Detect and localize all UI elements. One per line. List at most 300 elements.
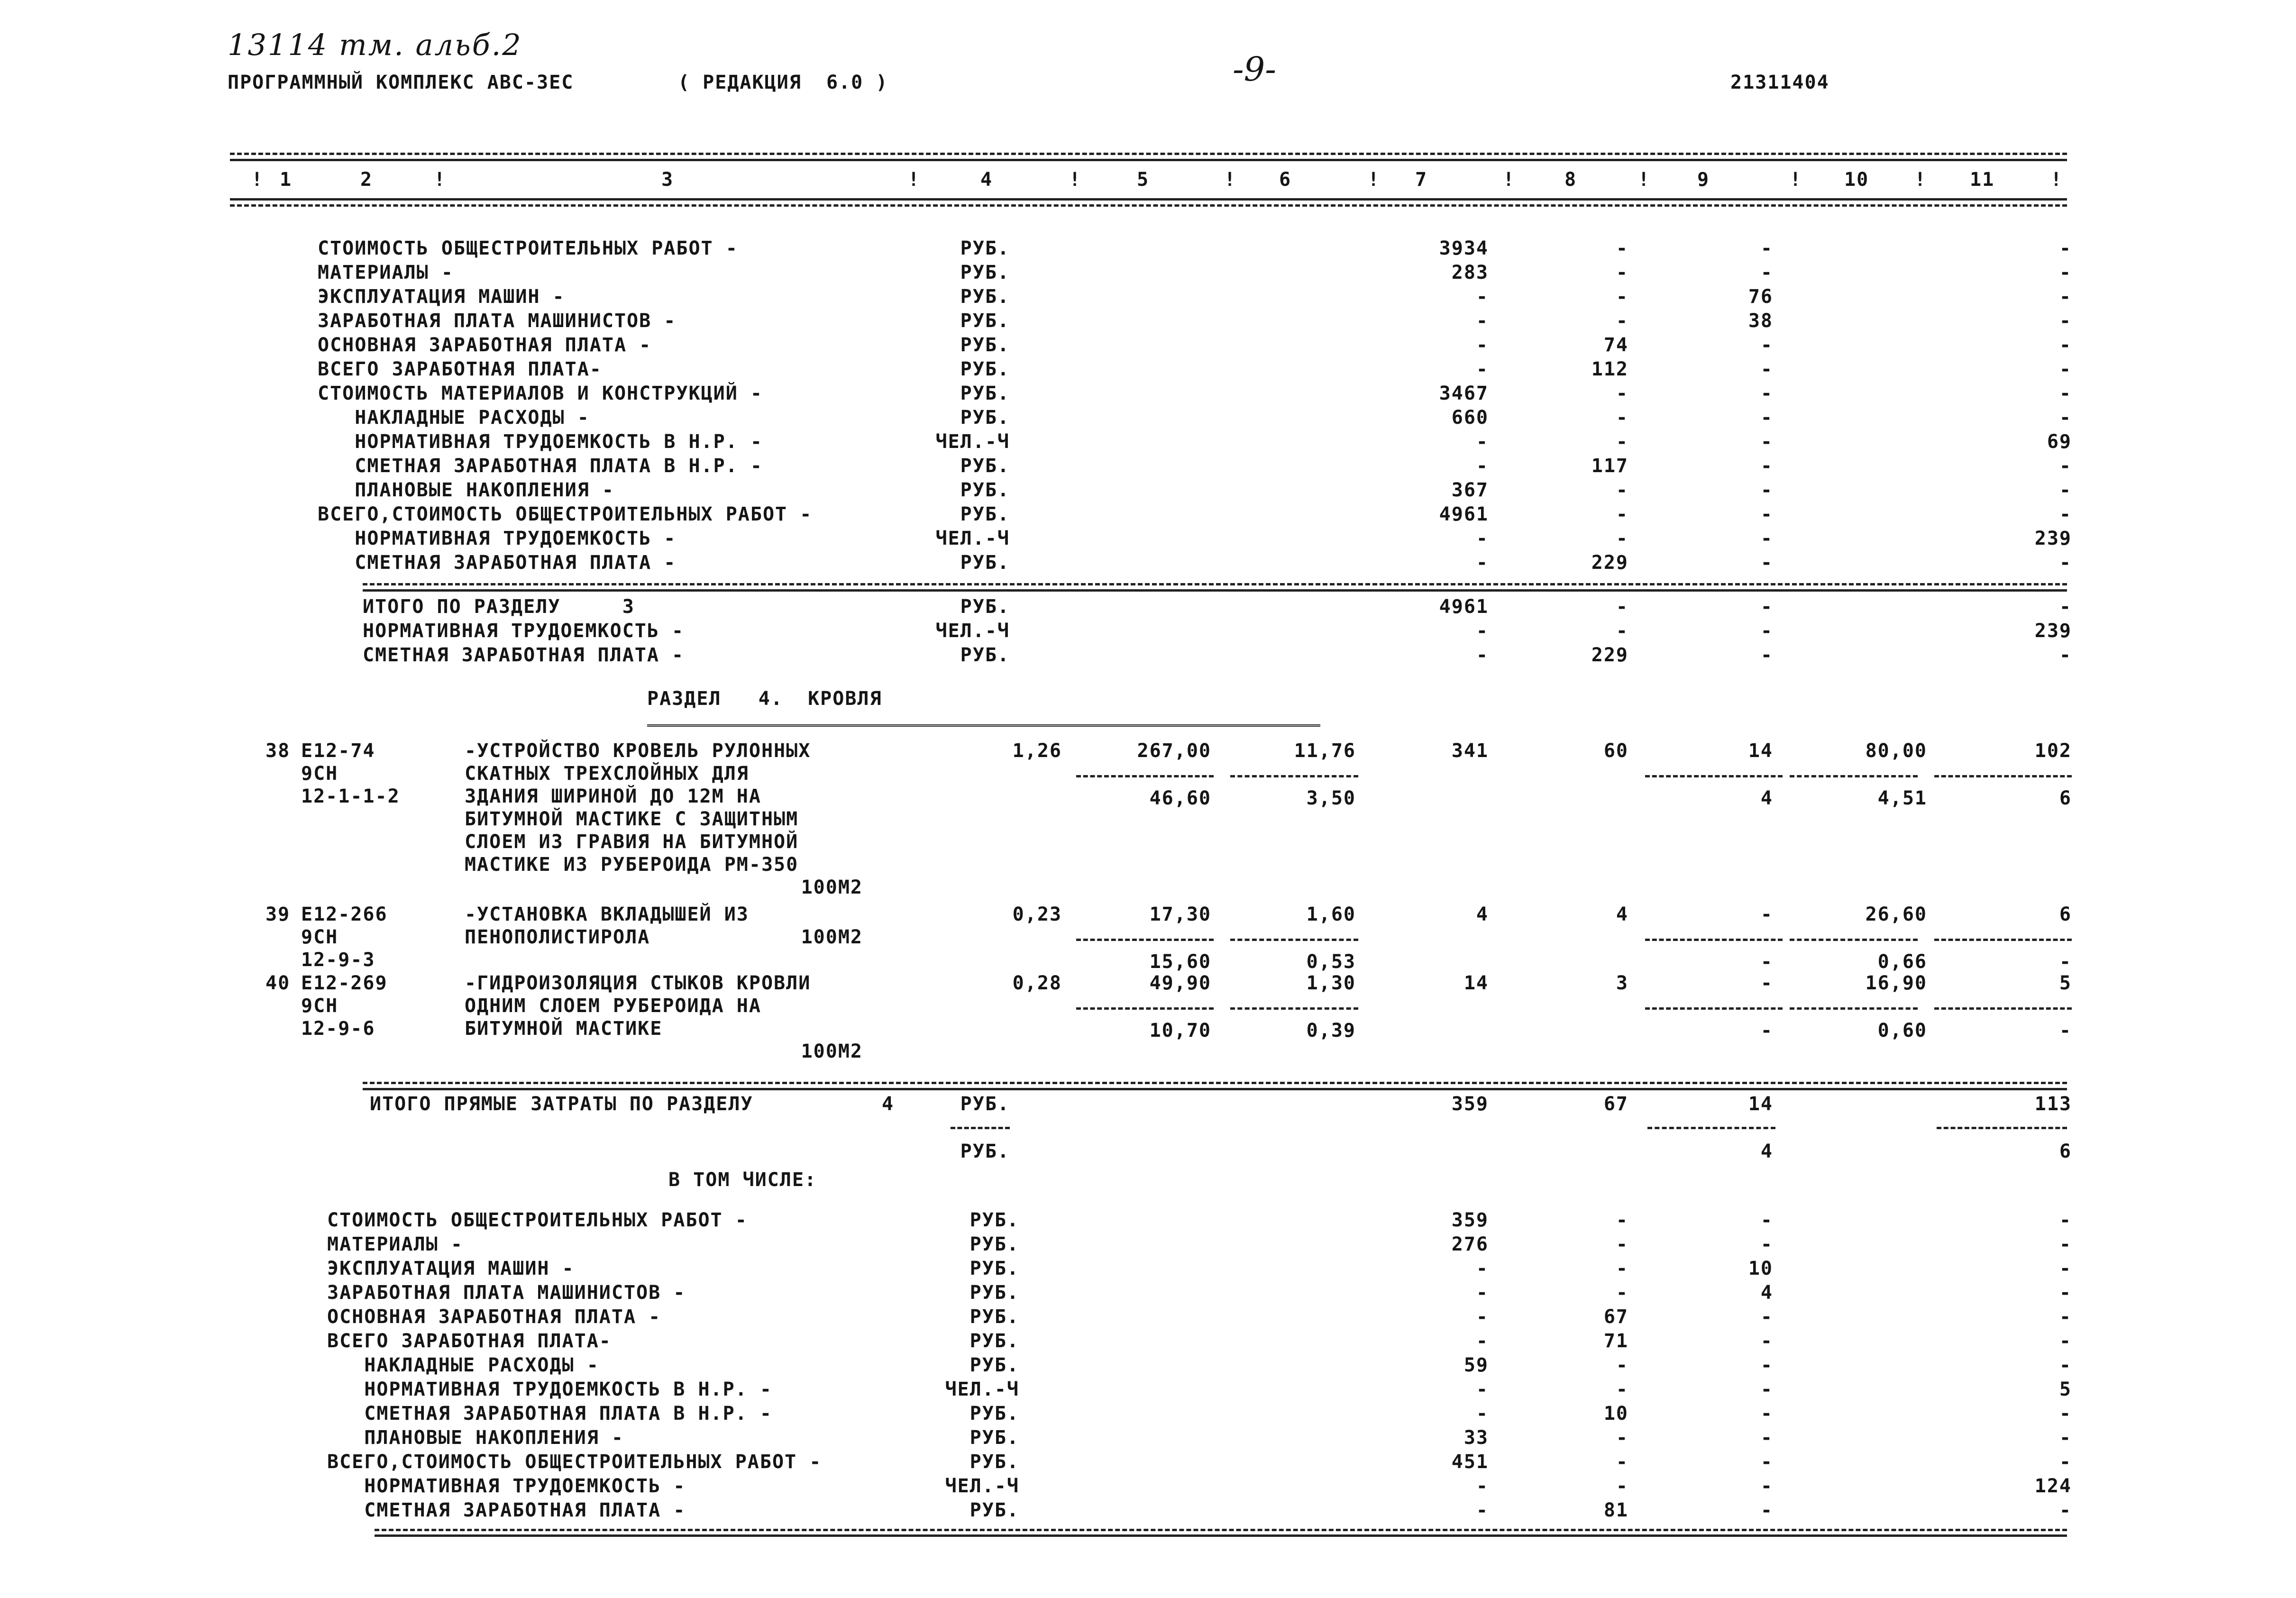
col8-value: 229 <box>1591 552 1628 574</box>
col8-value: - <box>1616 503 1628 525</box>
direct-cost-rule-2 <box>363 1088 2067 1090</box>
col9-value: - <box>1760 620 1773 642</box>
col9-value: - <box>1760 1403 1773 1425</box>
section3-total-rule-2 <box>363 589 2067 592</box>
col11-value: - <box>2059 1451 2072 1473</box>
col11-value: - <box>2059 310 2072 332</box>
col8-value: - <box>1616 479 1628 501</box>
col7-value: 276 <box>1451 1233 1489 1255</box>
col8-value: - <box>1616 431 1628 453</box>
col10-wage: 0,60 <box>1877 1020 1927 1041</box>
col9-value: - <box>1760 407 1773 429</box>
summary-label: СМЕТНАЯ ЗАРАБОТНАЯ ПЛАТА - <box>318 552 677 574</box>
item-code: 9СН <box>301 995 338 1017</box>
subtotal-rule <box>1790 939 1918 941</box>
col7-value: - <box>1476 552 1489 574</box>
col8-value: 74 <box>1603 334 1628 356</box>
column-separator: ! <box>1368 169 1381 191</box>
direct-cost-col11-wage: 6 <box>2059 1141 2072 1162</box>
item-code: 12-1-1-2 <box>301 785 400 807</box>
col7-value: 4961 <box>1439 596 1489 618</box>
col10-labour: 16,90 <box>1865 972 1927 994</box>
col5-wage: 10,70 <box>1149 1020 1211 1041</box>
header-rule-top <box>230 153 2067 155</box>
col11-value: 69 <box>2047 431 2072 453</box>
column-number-4: 4 <box>980 169 993 191</box>
col7-value: - <box>1476 431 1489 453</box>
col9-value: - <box>1760 1379 1773 1400</box>
summary-label: ЗАРАБОТНАЯ ПЛАТА МАШИНИСТОВ - <box>318 310 677 332</box>
summary-unit: РУБ. <box>960 407 1010 429</box>
col11-value: - <box>2059 407 2072 429</box>
col8-value: - <box>1616 1258 1628 1279</box>
col7-value: - <box>1476 1379 1489 1400</box>
summary-label: СМЕТНАЯ ЗАРАБОТНАЯ ПЛАТА - <box>363 644 685 666</box>
item-unit: 100М2 <box>801 1041 863 1062</box>
column-number-3: 3 <box>661 169 674 191</box>
col11-wage: 6 <box>2059 787 2072 809</box>
col9-value: - <box>1760 1209 1773 1231</box>
summary-label: НАКЛАДНЫЕ РАСХОДЫ - <box>327 1354 599 1376</box>
summary-unit: ЧЕЛ.-Ч <box>945 1379 1019 1400</box>
handwritten-note: 13114 тм. альб.2 <box>228 27 522 62</box>
direct-cost-col9-rule <box>1647 1127 1775 1129</box>
col4-quantity: 0,23 <box>1012 904 1062 925</box>
col11-value: - <box>2059 503 2072 525</box>
col7-value: 359 <box>1451 1209 1489 1231</box>
col8-value: 117 <box>1591 455 1628 477</box>
column-separator: ! <box>2050 169 2063 191</box>
col10-wage: 0,66 <box>1877 951 1927 973</box>
item-code: 12-9-3 <box>301 949 375 971</box>
section3-total-rule <box>363 583 2067 585</box>
column-number-8: 8 <box>1564 169 1577 191</box>
col8-value: - <box>1616 1475 1628 1497</box>
col9-value: - <box>1760 596 1773 618</box>
col9-value: 10 <box>1748 1258 1773 1279</box>
col9-value: - <box>1760 383 1773 404</box>
item-code: 12-9-6 <box>301 1018 375 1040</box>
summary-unit: РУБ. <box>960 286 1010 308</box>
column-separator: ! <box>1069 169 1082 191</box>
col11-value: 124 <box>2034 1475 2072 1497</box>
item-description: ЗДАНИЯ ШИРИНОЙ ДО 12М НА <box>465 785 761 807</box>
item-description: -ГИДРОИЗОЛЯЦИЯ СТЫКОВ КРОВЛИ <box>465 972 811 994</box>
col8-total: 4 <box>1616 904 1628 925</box>
col7-value: - <box>1476 644 1489 666</box>
summary-unit: РУБ. <box>960 262 1010 283</box>
summary-label: СМЕТНАЯ ЗАРАБОТНАЯ ПЛАТА В Н.Р. - <box>327 1403 772 1425</box>
col11-value: - <box>2059 596 2072 618</box>
col9-value: - <box>1760 1451 1773 1473</box>
column-number-5: 5 <box>1137 169 1150 191</box>
col7-value: - <box>1476 1330 1489 1352</box>
summary-unit: РУБ. <box>970 1209 1019 1231</box>
col11-labour: 6 <box>2059 904 2072 925</box>
summary-unit: РУБ. <box>960 596 1010 618</box>
col9-value: - <box>1760 528 1773 549</box>
col11-value: - <box>2059 1306 2072 1328</box>
col9-wage: - <box>1760 951 1773 973</box>
col9-value: - <box>1760 1330 1773 1352</box>
summary-unit: РУБ. <box>960 310 1010 332</box>
column-separator: ! <box>908 169 921 191</box>
item-number: 38 <box>265 740 291 762</box>
summary-unit: РУБ. <box>960 552 1010 574</box>
col9-value: - <box>1760 262 1773 283</box>
subtotal-rule <box>1230 1007 1358 1010</box>
subtotal-rule <box>1076 1007 1214 1010</box>
col7-value: - <box>1476 1282 1489 1304</box>
col8-value: - <box>1616 1451 1628 1473</box>
col6-unit-price: 11,76 <box>1294 740 1356 762</box>
col7-value: - <box>1476 1258 1489 1279</box>
col11-value: - <box>2059 1282 2072 1304</box>
col11-value: 239 <box>2034 528 2072 549</box>
col8-value: - <box>1616 237 1628 259</box>
section4-title-underline <box>647 724 1320 727</box>
item-description: ПЕНОПОЛИСТИРОЛА <box>465 926 650 948</box>
col11-value: - <box>2059 1330 2072 1352</box>
summary-label: ЭКСПЛУАТАЦИЯ МАШИН - <box>318 286 565 308</box>
summary-unit: РУБ. <box>970 1403 1019 1425</box>
item-description: СЛОЕМ ИЗ ГРАВИЯ НА БИТУМНОЙ <box>465 831 799 853</box>
col8-value: - <box>1616 1379 1628 1400</box>
column-separator: ! <box>1224 169 1237 191</box>
summary-unit: ЧЕЛ.-Ч <box>935 528 1010 549</box>
col7-value: - <box>1476 310 1489 332</box>
col4-quantity: 1,26 <box>1012 740 1062 762</box>
including-label: В ТОМ ЧИСЛЕ: <box>668 1169 817 1191</box>
summary-label: НАКЛАДНЫЕ РАСХОДЫ - <box>318 407 590 429</box>
column-separator: ! <box>1914 169 1927 191</box>
document-code: 21311404 <box>1730 72 1829 93</box>
col11-value: - <box>2059 644 2072 666</box>
col9-value: - <box>1760 1306 1773 1328</box>
summary-label: СМЕТНАЯ ЗАРАБОТНАЯ ПЛАТА В Н.Р. - <box>318 455 763 477</box>
page-bottom-rule <box>375 1529 2067 1531</box>
col11-value: - <box>2059 1403 2072 1425</box>
col9-value: - <box>1760 237 1773 259</box>
col7-value: - <box>1476 1499 1489 1521</box>
col11-value: - <box>2059 552 2072 574</box>
col8-value: - <box>1616 1233 1628 1255</box>
col11-value: - <box>2059 383 2072 404</box>
summary-unit: РУБ. <box>960 503 1010 525</box>
col7-value: 3934 <box>1439 237 1489 259</box>
col7-value: - <box>1476 1306 1489 1328</box>
column-separator: ! <box>434 169 447 191</box>
direct-cost-rule <box>363 1082 2067 1084</box>
summary-label: ВСЕГО,СТОИМОСТЬ ОБЩЕСТРОИТЕЛЬНЫХ РАБОТ - <box>318 503 813 525</box>
item-description: -УСТАНОВКА ВКЛАДЫШЕЙ ИЗ <box>465 904 749 925</box>
header-rule-bottom <box>230 198 2067 201</box>
section4-title: РАЗДЕЛ 4. КРОВЛЯ <box>647 688 882 710</box>
column-separator: ! <box>1638 169 1651 191</box>
summary-label: ВСЕГО ЗАРАБОТНАЯ ПЛАТА- <box>318 358 602 380</box>
page-bottom-rule-2 <box>375 1534 2067 1537</box>
summary-unit: РУБ. <box>970 1306 1019 1328</box>
summary-label: НОРМАТИВНАЯ ТРУДОЕМКОСТЬ - <box>318 528 677 549</box>
col4-quantity: 0,28 <box>1012 972 1062 994</box>
col10-labour: 80,00 <box>1865 740 1927 762</box>
subtotal-rule <box>1076 939 1214 941</box>
program-name: ПРОГРАММНЫЙ КОМПЛЕКС АВС-3ЕС <box>228 72 574 93</box>
col6-wage: 3,50 <box>1306 787 1356 809</box>
col8-value: 81 <box>1603 1499 1628 1521</box>
col6-wage: 0,39 <box>1306 1020 1356 1041</box>
col6-unit-price: 1,30 <box>1306 972 1356 994</box>
col9-value: - <box>1760 1233 1773 1255</box>
col9-total: - <box>1760 972 1773 994</box>
col7-value: 660 <box>1451 407 1489 429</box>
item-number: 40 <box>265 972 291 994</box>
direct-cost-col11: 113 <box>2034 1093 2072 1115</box>
summary-label: ВСЕГО ЗАРАБОТНАЯ ПЛАТА- <box>327 1330 612 1352</box>
item-code: Е12-269 <box>301 972 388 994</box>
col9-value: - <box>1760 503 1773 525</box>
direct-cost-col7: 359 <box>1451 1093 1489 1115</box>
subtotal-rule <box>1934 939 2072 941</box>
summary-label: МАТЕРИАЛЫ - <box>318 262 454 283</box>
column-number-6: 6 <box>1279 169 1292 191</box>
column-number-2: 2 <box>360 169 373 191</box>
item-unit: 100М2 <box>801 926 863 948</box>
subtotal-rule <box>1790 775 1918 777</box>
summary-unit: ЧЕЛ.-Ч <box>945 1475 1019 1497</box>
col9-wage: 4 <box>1760 787 1773 809</box>
summary-label: НОРМАТИВНАЯ ТРУДОЕМКОСТЬ В Н.Р. - <box>327 1379 772 1400</box>
col7-value: 4961 <box>1439 503 1489 525</box>
item-code: 9СН <box>301 763 338 785</box>
page-number: -9- <box>1233 50 1276 89</box>
summary-unit: РУБ. <box>960 334 1010 356</box>
col6-wage: 0,53 <box>1306 951 1356 973</box>
summary-unit: РУБ. <box>970 1330 1019 1352</box>
col5-wage: 15,60 <box>1149 951 1211 973</box>
col11-wage: - <box>2059 1020 2072 1041</box>
col8-value: - <box>1616 1354 1628 1376</box>
col9-value: 38 <box>1748 310 1773 332</box>
item-description: БИТУМНОЙ МАСТИКЕ С ЗАЩИТНЫМ <box>465 808 799 830</box>
col11-value: 5 <box>2059 1379 2072 1400</box>
summary-label: ЭКСПЛУАТАЦИЯ МАШИН - <box>327 1258 575 1279</box>
col7-value: 283 <box>1451 262 1489 283</box>
col7-total: 14 <box>1464 972 1489 994</box>
col7-value: - <box>1476 1403 1489 1425</box>
col11-value: - <box>2059 1209 2072 1231</box>
subtotal-rule <box>1645 1007 1783 1010</box>
column-separator: ! <box>1503 169 1516 191</box>
col8-value: - <box>1616 1427 1628 1449</box>
column-number-11: 11 <box>1970 169 1995 191</box>
summary-unit: РУБ. <box>960 237 1010 259</box>
col8-value: 112 <box>1591 358 1628 380</box>
summary-label: МАТЕРИАЛЫ - <box>327 1233 463 1255</box>
col8-value: 10 <box>1603 1403 1628 1425</box>
col7-value: - <box>1476 528 1489 549</box>
col7-value: - <box>1476 455 1489 477</box>
col6-unit-price: 1,60 <box>1306 904 1356 925</box>
col7-total: 4 <box>1476 904 1489 925</box>
item-description: ОДНИМ СЛОЕМ РУБЕРОИДА НА <box>465 995 761 1017</box>
summary-label: ПЛАНОВЫЕ НАКОПЛЕНИЯ - <box>318 479 614 501</box>
summary-unit: РУБ. <box>970 1427 1019 1449</box>
col5-unit-price: 267,00 <box>1137 740 1211 762</box>
col8-value: - <box>1616 383 1628 404</box>
summary-unit: РУБ. <box>970 1233 1019 1255</box>
direct-cost-col8: 67 <box>1603 1093 1628 1115</box>
col11-value: - <box>2059 334 2072 356</box>
subtotal-rule <box>1790 1007 1918 1010</box>
summary-label: ИТОГО ПО РАЗДЕЛУ 3 <box>363 596 635 618</box>
col8-value: - <box>1616 286 1628 308</box>
summary-label: ВСЕГО,СТОИМОСТЬ ОБЩЕСТРОИТЕЛЬНЫХ РАБОТ - <box>327 1451 822 1473</box>
summary-label: ОСНОВНАЯ ЗАРАБОТНАЯ ПЛАТА - <box>327 1306 661 1328</box>
col9-value: - <box>1760 455 1773 477</box>
col5-wage: 46,60 <box>1149 787 1211 809</box>
col10-wage: 4,51 <box>1877 787 1927 809</box>
col7-value: - <box>1476 1475 1489 1497</box>
item-code: 9СН <box>301 926 338 948</box>
col5-unit-price: 49,90 <box>1149 972 1211 994</box>
col8-value: - <box>1616 528 1628 549</box>
col8-value: 229 <box>1591 644 1628 666</box>
direct-cost-unit-2: РУБ. <box>960 1141 1010 1162</box>
col11-labour: 5 <box>2059 972 2072 994</box>
col7-value: - <box>1476 334 1489 356</box>
summary-label: НОРМАТИВНАЯ ТРУДОЕМКОСТЬ - <box>327 1475 686 1497</box>
column-number-9: 9 <box>1697 169 1710 191</box>
summary-unit: ЧЕЛ.-Ч <box>935 431 1010 453</box>
summary-unit: ЧЕЛ.-Ч <box>935 620 1010 642</box>
col9-total: 14 <box>1748 740 1773 762</box>
col8-total: 3 <box>1616 972 1628 994</box>
item-description: СКАТНЫХ ТРЕХСЛОЙНЫХ ДЛЯ <box>465 763 749 785</box>
summary-label: СТОИМОСТЬ ОБЩЕСТРОИТЕЛЬНЫХ РАБОТ - <box>327 1209 748 1231</box>
col11-value: - <box>2059 1427 2072 1449</box>
column-number-1: 1 <box>280 169 293 191</box>
col8-value: 67 <box>1603 1306 1628 1328</box>
col9-value: - <box>1760 1499 1773 1521</box>
subtotal-rule <box>1934 775 2072 777</box>
direct-cost-unit-rule <box>951 1127 1010 1129</box>
subtotal-rule <box>1645 775 1783 777</box>
summary-unit: РУБ. <box>960 479 1010 501</box>
item-code: Е12-74 <box>301 740 375 762</box>
item-unit: 100М2 <box>801 877 863 898</box>
col8-value: - <box>1616 620 1628 642</box>
column-number-7: 7 <box>1415 169 1428 191</box>
item-code: Е12-266 <box>301 904 388 925</box>
col7-value: - <box>1476 358 1489 380</box>
summary-unit: РУБ. <box>960 455 1010 477</box>
col11-value: - <box>2059 1354 2072 1376</box>
col7-total: 341 <box>1451 740 1489 762</box>
col8-value: - <box>1616 1209 1628 1231</box>
direct-cost-col9: 14 <box>1748 1093 1773 1115</box>
subtotal-rule <box>1230 775 1358 777</box>
header-rule-bottom-2 <box>230 204 2067 207</box>
direct-cost-col9-wage: 4 <box>1760 1141 1773 1162</box>
col10-labour: 26,60 <box>1865 904 1927 925</box>
subtotal-rule <box>1934 1007 2072 1010</box>
summary-label: НОРМАТИВНАЯ ТРУДОЕМКОСТЬ В Н.Р. - <box>318 431 763 453</box>
col11-value: - <box>2059 358 2072 380</box>
summary-unit: РУБ. <box>970 1282 1019 1304</box>
col9-total: - <box>1760 904 1773 925</box>
col7-value: 367 <box>1451 479 1489 501</box>
summary-label: НОРМАТИВНАЯ ТРУДОЕМКОСТЬ - <box>363 620 685 642</box>
summary-label: ЗАРАБОТНАЯ ПЛАТА МАШИНИСТОВ - <box>327 1282 686 1304</box>
col9-value: - <box>1760 644 1773 666</box>
col9-value: - <box>1760 552 1773 574</box>
col11-value: - <box>2059 262 2072 283</box>
col9-value: - <box>1760 334 1773 356</box>
col8-value: - <box>1616 596 1628 618</box>
edition-label: ( РЕДАКЦИЯ 6.0 ) <box>678 72 888 93</box>
col8-value: - <box>1616 262 1628 283</box>
col11-value: - <box>2059 455 2072 477</box>
col11-value: - <box>2059 286 2072 308</box>
col7-value: - <box>1476 286 1489 308</box>
summary-unit: РУБ. <box>960 358 1010 380</box>
col9-value: - <box>1760 431 1773 453</box>
col11-value: - <box>2059 1233 2072 1255</box>
subtotal-rule <box>1645 939 1783 941</box>
item-description: БИТУМНОЙ МАСТИКЕ <box>465 1018 663 1040</box>
summary-label: ПЛАНОВЫЕ НАКОПЛЕНИЯ - <box>327 1427 624 1449</box>
item-number: 39 <box>265 904 291 925</box>
summary-label: СТОИМОСТЬ МАТЕРИАЛОВ И КОНСТРУКЦИЙ - <box>318 383 763 404</box>
summary-unit: РУБ. <box>970 1499 1019 1521</box>
col7-value: 451 <box>1451 1451 1489 1473</box>
col11-value: - <box>2059 479 2072 501</box>
subtotal-rule <box>1230 939 1358 941</box>
subtotal-rule <box>1076 775 1214 777</box>
summary-unit: РУБ. <box>960 644 1010 666</box>
summary-unit: РУБ. <box>970 1451 1019 1473</box>
summary-label: ОСНОВНАЯ ЗАРАБОТНАЯ ПЛАТА - <box>318 334 652 356</box>
summary-unit: РУБ. <box>960 383 1010 404</box>
col11-value: 239 <box>2034 620 2072 642</box>
col8-total: 60 <box>1603 740 1628 762</box>
item-description: МАСТИКЕ ИЗ РУБЕРОИДА РМ-350 <box>465 854 799 876</box>
col9-value: 4 <box>1760 1282 1773 1304</box>
col11-value: - <box>2059 1258 2072 1279</box>
col5-unit-price: 17,30 <box>1149 904 1211 925</box>
col11-wage: - <box>2059 951 2072 973</box>
col7-value: 33 <box>1464 1427 1489 1449</box>
col11-value: - <box>2059 1499 2072 1521</box>
col8-value: - <box>1616 310 1628 332</box>
column-separator: ! <box>1790 169 1802 191</box>
direct-cost-col11-rule <box>1937 1127 2067 1129</box>
col9-value: - <box>1760 358 1773 380</box>
summary-label: СМЕТНАЯ ЗАРАБОТНАЯ ПЛАТА - <box>327 1499 686 1521</box>
col9-value: - <box>1760 1427 1773 1449</box>
header-rule-top-2 <box>230 159 2067 161</box>
item-description: -УСТРОЙСТВО КРОВЕЛЬ РУЛОННЫХ <box>465 740 811 762</box>
col7-value: 59 <box>1464 1354 1489 1376</box>
col9-wage: - <box>1760 1020 1773 1041</box>
col8-value: - <box>1616 407 1628 429</box>
col7-value: 3467 <box>1439 383 1489 404</box>
col11-value: - <box>2059 237 2072 259</box>
direct-cost-label: ИТОГО ПРЯМЫЕ ЗАТРАТЫ ПО РАЗДЕЛУ <box>370 1093 753 1115</box>
col9-value: - <box>1760 479 1773 501</box>
col9-value: - <box>1760 1354 1773 1376</box>
